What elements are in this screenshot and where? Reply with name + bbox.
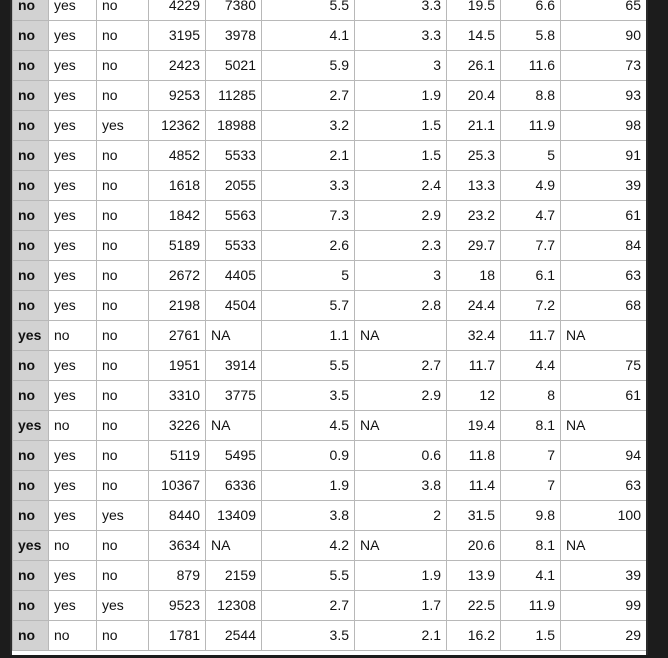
text-cell-a[interactable]: no bbox=[49, 321, 97, 351]
number-cell-b[interactable]: 3978 bbox=[206, 21, 262, 51]
number-cell-g[interactable]: 68 bbox=[561, 291, 647, 321]
text-cell-a[interactable]: yes bbox=[49, 231, 97, 261]
number-cell-g[interactable]: 63 bbox=[561, 471, 647, 501]
number-cell-f[interactable]: 11.6 bbox=[501, 51, 561, 81]
number-cell-g[interactable]: 94 bbox=[561, 441, 647, 471]
text-cell-a[interactable]: yes bbox=[49, 351, 97, 381]
table-row[interactable] bbox=[13, 141, 647, 171]
number-cell-b[interactable]: 3775 bbox=[206, 381, 262, 411]
text-cell-b[interactable]: no bbox=[97, 321, 149, 351]
number-cell-a[interactable]: 879 bbox=[149, 561, 206, 591]
number-cell-d[interactable]: 1.5 bbox=[355, 141, 447, 171]
number-cell-c[interactable]: 5.5 bbox=[262, 351, 355, 381]
number-cell-c[interactable]: 5.7 bbox=[262, 291, 355, 321]
number-cell-f[interactable]: 4.9 bbox=[501, 171, 561, 201]
number-cell-d[interactable]: 3 bbox=[355, 51, 447, 81]
text-cell-b[interactable]: no bbox=[97, 51, 149, 81]
number-cell-f[interactable]: 7 bbox=[501, 471, 561, 501]
number-cell-g[interactable]: NA bbox=[561, 531, 647, 561]
number-cell-a[interactable]: 4852 bbox=[149, 141, 206, 171]
row-label-cell[interactable]: no bbox=[13, 591, 49, 621]
number-cell-g[interactable]: 91 bbox=[561, 141, 647, 171]
number-cell-d[interactable]: 3.3 bbox=[355, 21, 447, 51]
number-cell-f[interactable]: 8.8 bbox=[501, 81, 561, 111]
number-cell-e[interactable]: 22.5 bbox=[447, 591, 501, 621]
number-cell-b[interactable]: 5533 bbox=[206, 231, 262, 261]
number-cell-b[interactable]: 2544 bbox=[206, 621, 262, 651]
number-cell-g[interactable]: 29 bbox=[561, 621, 647, 651]
number-cell-g[interactable]: 61 bbox=[561, 381, 647, 411]
table-row[interactable] bbox=[13, 321, 647, 351]
number-cell-b[interactable]: 3914 bbox=[206, 351, 262, 381]
number-cell-g[interactable]: 63 bbox=[561, 261, 647, 291]
number-cell-e[interactable]: 29.7 bbox=[447, 231, 501, 261]
number-cell-g[interactable]: 84 bbox=[561, 231, 647, 261]
table-row[interactable] bbox=[13, 501, 647, 531]
text-cell-a[interactable]: yes bbox=[49, 291, 97, 321]
number-cell-c[interactable]: 3.5 bbox=[262, 621, 355, 651]
number-cell-e[interactable]: 13.3 bbox=[447, 171, 501, 201]
number-cell-c[interactable]: 2.1 bbox=[262, 141, 355, 171]
text-cell-a[interactable]: yes bbox=[49, 201, 97, 231]
data-table-viewport bbox=[10, 0, 648, 655]
text-cell-b[interactable]: yes bbox=[97, 111, 149, 141]
number-cell-e[interactable]: 20.6 bbox=[447, 531, 501, 561]
number-cell-g[interactable]: 93 bbox=[561, 81, 647, 111]
number-cell-b[interactable]: 4405 bbox=[206, 261, 262, 291]
table-row[interactable] bbox=[13, 51, 647, 81]
number-cell-f[interactable]: 7.7 bbox=[501, 231, 561, 261]
number-cell-e[interactable]: 20.4 bbox=[447, 81, 501, 111]
number-cell-e[interactable]: 11.4 bbox=[447, 471, 501, 501]
number-cell-c[interactable]: 2.7 bbox=[262, 591, 355, 621]
number-cell-d[interactable]: NA bbox=[355, 321, 447, 351]
number-cell-e[interactable]: 18 bbox=[447, 261, 501, 291]
number-cell-a[interactable]: 8440 bbox=[149, 501, 206, 531]
number-cell-b[interactable]: NA bbox=[206, 411, 262, 441]
number-cell-e[interactable]: 24.4 bbox=[447, 291, 501, 321]
text-cell-b[interactable]: no bbox=[97, 0, 149, 21]
number-cell-a[interactable]: 2761 bbox=[149, 321, 206, 351]
number-cell-d[interactable]: 2.9 bbox=[355, 381, 447, 411]
number-cell-d[interactable]: 0.6 bbox=[355, 441, 447, 471]
number-cell-b[interactable]: NA bbox=[206, 531, 262, 561]
text-cell-a[interactable]: no bbox=[49, 621, 97, 651]
number-cell-c[interactable]: 3.8 bbox=[262, 501, 355, 531]
text-cell-b[interactable]: no bbox=[97, 351, 149, 381]
table-row[interactable] bbox=[13, 0, 647, 21]
number-cell-a[interactable]: 2672 bbox=[149, 261, 206, 291]
number-cell-b[interactable]: 13409 bbox=[206, 501, 262, 531]
number-cell-a[interactable]: 3310 bbox=[149, 381, 206, 411]
row-label-cell[interactable]: no bbox=[13, 441, 49, 471]
number-cell-a[interactable]: 9523 bbox=[149, 591, 206, 621]
number-cell-f[interactable]: 11.7 bbox=[501, 321, 561, 351]
text-cell-a[interactable]: no bbox=[49, 411, 97, 441]
row-label-cell[interactable]: no bbox=[13, 171, 49, 201]
text-cell-b[interactable]: no bbox=[97, 621, 149, 651]
table-row[interactable] bbox=[13, 21, 647, 51]
number-cell-c[interactable]: 3.5 bbox=[262, 381, 355, 411]
number-cell-b[interactable]: 6336 bbox=[206, 471, 262, 501]
number-cell-f[interactable]: 8.1 bbox=[501, 411, 561, 441]
number-cell-c[interactable]: 4.5 bbox=[262, 411, 355, 441]
number-cell-g[interactable]: 98 bbox=[561, 111, 647, 141]
table-row[interactable] bbox=[13, 531, 647, 561]
number-cell-e[interactable]: 21.1 bbox=[447, 111, 501, 141]
table-row[interactable] bbox=[13, 111, 647, 141]
number-cell-e[interactable]: 11.7 bbox=[447, 351, 501, 381]
text-cell-a[interactable]: yes bbox=[49, 471, 97, 501]
text-cell-b[interactable]: no bbox=[97, 81, 149, 111]
number-cell-b[interactable]: 5533 bbox=[206, 141, 262, 171]
number-cell-d[interactable]: 2.7 bbox=[355, 351, 447, 381]
text-cell-b[interactable]: no bbox=[97, 21, 149, 51]
table-row[interactable] bbox=[13, 231, 647, 261]
table-row[interactable] bbox=[13, 381, 647, 411]
number-cell-d[interactable]: 1.9 bbox=[355, 81, 447, 111]
row-label-cell[interactable]: no bbox=[13, 141, 49, 171]
text-cell-a[interactable]: yes bbox=[49, 81, 97, 111]
number-cell-b[interactable]: 11285 bbox=[206, 81, 262, 111]
text-cell-b[interactable]: no bbox=[97, 291, 149, 321]
text-cell-a[interactable]: yes bbox=[49, 501, 97, 531]
row-label-cell[interactable]: no bbox=[13, 471, 49, 501]
number-cell-f[interactable]: 4.4 bbox=[501, 351, 561, 381]
number-cell-b[interactable]: 5021 bbox=[206, 51, 262, 81]
number-cell-e[interactable]: 19.4 bbox=[447, 411, 501, 441]
number-cell-d[interactable]: NA bbox=[355, 531, 447, 561]
text-cell-a[interactable]: yes bbox=[49, 0, 97, 21]
number-cell-d[interactable]: 2.3 bbox=[355, 231, 447, 261]
number-cell-a[interactable]: 1842 bbox=[149, 201, 206, 231]
table-row[interactable] bbox=[13, 621, 647, 651]
number-cell-a[interactable]: 5119 bbox=[149, 441, 206, 471]
row-label-cell[interactable]: no bbox=[13, 381, 49, 411]
table-row[interactable] bbox=[13, 591, 647, 621]
number-cell-e[interactable]: 16.2 bbox=[447, 621, 501, 651]
number-cell-d[interactable]: 3 bbox=[355, 261, 447, 291]
number-cell-b[interactable]: 7380 bbox=[206, 0, 262, 21]
number-cell-e[interactable]: 12 bbox=[447, 381, 501, 411]
number-cell-f[interactable]: 4.7 bbox=[501, 201, 561, 231]
text-cell-b[interactable]: yes bbox=[97, 591, 149, 621]
number-cell-b[interactable]: 2159 bbox=[206, 561, 262, 591]
number-cell-e[interactable]: 23.2 bbox=[447, 201, 501, 231]
number-cell-d[interactable]: 3.8 bbox=[355, 471, 447, 501]
text-cell-b[interactable]: no bbox=[97, 171, 149, 201]
number-cell-c[interactable]: 3.3 bbox=[262, 171, 355, 201]
row-label-cell[interactable]: no bbox=[13, 351, 49, 381]
number-cell-a[interactable]: 3195 bbox=[149, 21, 206, 51]
number-cell-c[interactable]: 4.1 bbox=[262, 21, 355, 51]
row-label-cell[interactable]: no bbox=[13, 21, 49, 51]
row-label-cell[interactable]: no bbox=[13, 261, 49, 291]
number-cell-b[interactable]: 18988 bbox=[206, 111, 262, 141]
number-cell-f[interactable]: 1.5 bbox=[501, 621, 561, 651]
number-cell-d[interactable]: 2 bbox=[355, 501, 447, 531]
number-cell-f[interactable]: 6.1 bbox=[501, 261, 561, 291]
number-cell-e[interactable]: 31.5 bbox=[447, 501, 501, 531]
number-cell-g[interactable]: NA bbox=[561, 411, 647, 441]
table-row[interactable] bbox=[13, 471, 647, 501]
number-cell-e[interactable]: 11.8 bbox=[447, 441, 501, 471]
number-cell-f[interactable]: 4.1 bbox=[501, 561, 561, 591]
number-cell-a[interactable]: 5189 bbox=[149, 231, 206, 261]
number-cell-a[interactable]: 4229 bbox=[149, 0, 206, 21]
data-table bbox=[12, 0, 647, 651]
number-cell-f[interactable]: 6.6 bbox=[501, 0, 561, 21]
row-label-cell[interactable]: no bbox=[13, 501, 49, 531]
text-cell-a[interactable]: yes bbox=[49, 111, 97, 141]
number-cell-a[interactable]: 10367 bbox=[149, 471, 206, 501]
number-cell-d[interactable]: 2.1 bbox=[355, 621, 447, 651]
table-row[interactable] bbox=[13, 411, 647, 441]
text-cell-a[interactable]: yes bbox=[49, 171, 97, 201]
number-cell-g[interactable]: NA bbox=[561, 321, 647, 351]
text-cell-b[interactable]: no bbox=[97, 381, 149, 411]
text-cell-b[interactable]: no bbox=[97, 141, 149, 171]
number-cell-c[interactable]: 3.2 bbox=[262, 111, 355, 141]
text-cell-a[interactable]: yes bbox=[49, 561, 97, 591]
row-label-cell[interactable]: no bbox=[13, 81, 49, 111]
text-cell-b[interactable]: no bbox=[97, 441, 149, 471]
text-cell-a[interactable]: yes bbox=[49, 51, 97, 81]
number-cell-b[interactable]: 12308 bbox=[206, 591, 262, 621]
number-cell-g[interactable]: 100 bbox=[561, 501, 647, 531]
number-cell-e[interactable]: 32.4 bbox=[447, 321, 501, 351]
number-cell-a[interactable]: 3634 bbox=[149, 531, 206, 561]
number-cell-e[interactable]: 26.1 bbox=[447, 51, 501, 81]
number-cell-a[interactable]: 12362 bbox=[149, 111, 206, 141]
number-cell-f[interactable]: 5 bbox=[501, 141, 561, 171]
number-cell-f[interactable]: 9.8 bbox=[501, 501, 561, 531]
table-row[interactable] bbox=[13, 81, 647, 111]
text-cell-b[interactable]: no bbox=[97, 261, 149, 291]
text-cell-a[interactable]: yes bbox=[49, 21, 97, 51]
number-cell-d[interactable]: 1.5 bbox=[355, 111, 447, 141]
number-cell-a[interactable]: 1951 bbox=[149, 351, 206, 381]
number-cell-d[interactable]: 2.8 bbox=[355, 291, 447, 321]
number-cell-g[interactable]: 39 bbox=[561, 171, 647, 201]
number-cell-g[interactable]: 75 bbox=[561, 351, 647, 381]
number-cell-b[interactable]: 2055 bbox=[206, 171, 262, 201]
number-cell-e[interactable]: 14.5 bbox=[447, 21, 501, 51]
number-cell-c[interactable]: 1.9 bbox=[262, 471, 355, 501]
text-cell-b[interactable]: no bbox=[97, 531, 149, 561]
row-label-cell[interactable]: yes bbox=[13, 411, 49, 441]
text-cell-a[interactable]: yes bbox=[49, 591, 97, 621]
number-cell-a[interactable]: 2423 bbox=[149, 51, 206, 81]
number-cell-c[interactable]: 4.2 bbox=[262, 531, 355, 561]
row-label-cell[interactable]: no bbox=[13, 291, 49, 321]
text-cell-b[interactable]: no bbox=[97, 231, 149, 261]
table-row[interactable] bbox=[13, 261, 647, 291]
row-label-cell[interactable]: no bbox=[13, 0, 49, 21]
table-row[interactable] bbox=[13, 561, 647, 591]
number-cell-f[interactable]: 7 bbox=[501, 441, 561, 471]
table-row[interactable] bbox=[13, 351, 647, 381]
number-cell-d[interactable]: 1.7 bbox=[355, 591, 447, 621]
table-row[interactable] bbox=[13, 291, 647, 321]
text-cell-a[interactable]: yes bbox=[49, 381, 97, 411]
number-cell-a[interactable]: 3226 bbox=[149, 411, 206, 441]
row-label-cell[interactable]: no bbox=[13, 51, 49, 81]
text-cell-b[interactable]: no bbox=[97, 561, 149, 591]
text-cell-a[interactable]: yes bbox=[49, 141, 97, 171]
number-cell-c[interactable]: 1.1 bbox=[262, 321, 355, 351]
number-cell-c[interactable]: 5 bbox=[262, 261, 355, 291]
table-row[interactable] bbox=[13, 441, 647, 471]
row-label-cell[interactable]: no bbox=[13, 111, 49, 141]
text-cell-a[interactable]: yes bbox=[49, 441, 97, 471]
row-label-cell[interactable]: yes bbox=[13, 531, 49, 561]
number-cell-f[interactable]: 5.8 bbox=[501, 21, 561, 51]
row-label-cell[interactable]: no bbox=[13, 561, 49, 591]
number-cell-b[interactable]: 4504 bbox=[206, 291, 262, 321]
number-cell-b[interactable]: 5563 bbox=[206, 201, 262, 231]
number-cell-d[interactable]: 2.4 bbox=[355, 171, 447, 201]
number-cell-c[interactable]: 0.9 bbox=[262, 441, 355, 471]
number-cell-f[interactable]: 11.9 bbox=[501, 591, 561, 621]
table-body bbox=[13, 0, 647, 651]
number-cell-g[interactable]: 73 bbox=[561, 51, 647, 81]
number-cell-c[interactable]: 5.5 bbox=[262, 561, 355, 591]
text-cell-b[interactable]: no bbox=[97, 201, 149, 231]
number-cell-e[interactable]: 25.3 bbox=[447, 141, 501, 171]
row-label-cell[interactable]: no bbox=[13, 621, 49, 651]
number-cell-a[interactable]: 1781 bbox=[149, 621, 206, 651]
number-cell-d[interactable]: 2.9 bbox=[355, 201, 447, 231]
row-label-cell[interactable]: no bbox=[13, 201, 49, 231]
number-cell-f[interactable]: 11.9 bbox=[501, 111, 561, 141]
number-cell-d[interactable]: 1.9 bbox=[355, 561, 447, 591]
text-cell-a[interactable]: no bbox=[49, 531, 97, 561]
number-cell-g[interactable]: 39 bbox=[561, 561, 647, 591]
number-cell-e[interactable]: 19.5 bbox=[447, 0, 501, 21]
number-cell-b[interactable]: 5495 bbox=[206, 441, 262, 471]
number-cell-g[interactable]: 61 bbox=[561, 201, 647, 231]
number-cell-c[interactable]: 2.6 bbox=[262, 231, 355, 261]
table-row[interactable] bbox=[13, 201, 647, 231]
number-cell-b[interactable]: NA bbox=[206, 321, 262, 351]
row-label-cell[interactable]: yes bbox=[13, 321, 49, 351]
number-cell-f[interactable]: 7.2 bbox=[501, 291, 561, 321]
table-row[interactable] bbox=[13, 171, 647, 201]
number-cell-d[interactable]: 3.3 bbox=[355, 0, 447, 21]
number-cell-f[interactable]: 8 bbox=[501, 381, 561, 411]
text-cell-b[interactable]: yes bbox=[97, 501, 149, 531]
number-cell-c[interactable]: 7.3 bbox=[262, 201, 355, 231]
number-cell-f[interactable]: 8.1 bbox=[501, 531, 561, 561]
number-cell-g[interactable]: 90 bbox=[561, 21, 647, 51]
number-cell-g[interactable]: 65 bbox=[561, 0, 647, 21]
number-cell-d[interactable]: NA bbox=[355, 411, 447, 441]
text-cell-b[interactable]: no bbox=[97, 471, 149, 501]
number-cell-c[interactable]: 5.9 bbox=[262, 51, 355, 81]
text-cell-a[interactable]: yes bbox=[49, 261, 97, 291]
number-cell-c[interactable]: 2.7 bbox=[262, 81, 355, 111]
number-cell-a[interactable]: 9253 bbox=[149, 81, 206, 111]
number-cell-g[interactable]: 99 bbox=[561, 591, 647, 621]
text-cell-b[interactable]: no bbox=[97, 411, 149, 441]
number-cell-e[interactable]: 13.9 bbox=[447, 561, 501, 591]
row-label-cell[interactable]: no bbox=[13, 231, 49, 261]
number-cell-a[interactable]: 2198 bbox=[149, 291, 206, 321]
number-cell-c[interactable]: 5.5 bbox=[262, 0, 355, 21]
number-cell-a[interactable]: 1618 bbox=[149, 171, 206, 201]
